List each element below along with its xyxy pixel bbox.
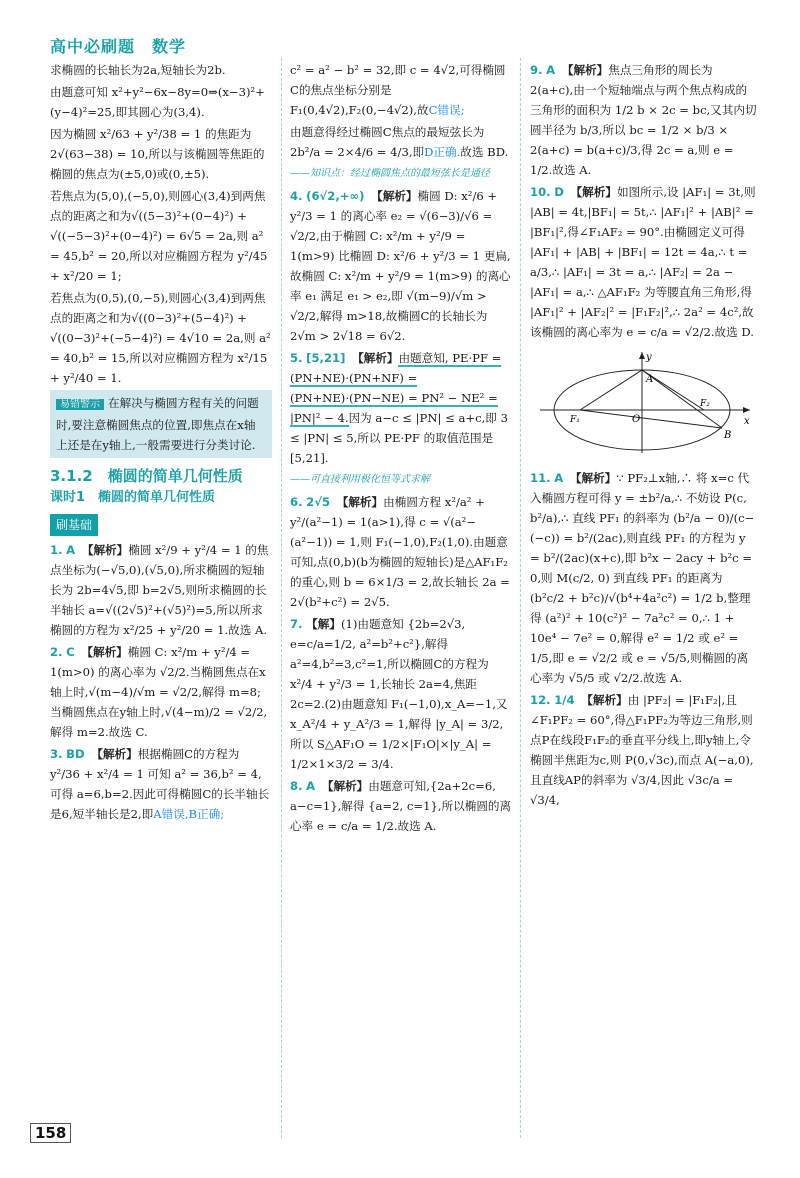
question-number: 5. (290, 351, 303, 365)
analysis-tag: 【解析】 (581, 693, 628, 707)
column-2 (290, 60, 512, 838)
question-number: 3. (50, 747, 63, 761)
solution-text: 因为 a−c ≤ |PN| ≤ a+c,即 3 ≤ |PN| ≤ 5,所以 PE·PF 的取值范围是[5,21]. (290, 411, 508, 465)
question-number: 11. (530, 471, 551, 485)
segment-af1 (580, 370, 642, 410)
solution-text: (1)由题意知 {2b=2√3, e=c/a=1/2, a²=b²+c²},解得 a²=4,b²=3,c²=1,所以椭圆C的方程为 x²/4 + y²/3 = 1,长轴长 2a=4,焦距 2c=2.(2)由题意知 F₁(−1,0),x_A=−1,又 x_A²/4 + y_A²/3 = 1,解得 |y_A| = 3/2,所以 S△AF₁O = 1/2×|F₁O|×|y_A| = 1/2×1×3/2 = 3/4. (290, 617, 508, 771)
tip-box (50, 390, 272, 458)
text: 故选 BD. (460, 145, 509, 159)
option-d-verdict: D正确. (424, 145, 461, 159)
column-divider (520, 58, 521, 1138)
solution-text: 椭圆 x²/9 + y²/4 = 1 的焦点坐标为(−√5,0),(√5,0),所求椭圆的短轴长为 2b=4√5,即 b=2√5,则所求椭圆的长半轴长 a=√((2√5)²+(√5)²)=5,所以所求椭圆的方程为 x²/25 + y²/20 = 1.故选 A. (50, 543, 269, 637)
solution-text: 由题意可知,{2a+2c=6, a−c=1},解得 {a=2, c=1},所以椭圆的离心率 e = c/a = 1/2.故选 A. (290, 779, 512, 833)
text: 由题意得经过椭圆C焦点的最短弦长为 2b²/a = 2×4/6 = 4/3,即 (290, 125, 485, 159)
option-a-verdict: A错误, (153, 807, 189, 821)
question-number: 9. (530, 63, 543, 77)
analysis-tag: 【解析】 (569, 471, 617, 485)
x-axis-arrow (743, 407, 750, 413)
label-f2: F₂ (700, 399, 710, 409)
question-number: 7. (290, 617, 303, 631)
answer: A (546, 63, 556, 77)
text: c² = a² − b² = 32,即 c = 4√2,可得椭圆C的焦点坐标分别是 F₁(0,4√2),F₂(0,−4√2),故 (290, 63, 506, 117)
question-number: 2. (50, 645, 63, 659)
solution-text: 由椭圆方程 x²/a² + y²/(a²−1) = 1(a>1),得 c = √(a²−(a²−1)) = 1,则 F₁(−1,0),F₂(1,0).由题意可知,点(0,b)(b为椭圆的短轴长)是△AF₁F₂的重心,则 b = 6×1/3 = 2,故长轴长 2a = 2√(b²+c²) = 2√5. (290, 495, 510, 609)
answer: [5,21] (306, 351, 346, 365)
answer: A (554, 471, 564, 485)
question-1 (50, 540, 272, 640)
label-a: A (646, 374, 654, 385)
label-f1: F₁ (570, 415, 580, 425)
question-4 (290, 186, 512, 346)
ellipse-figure (530, 348, 758, 464)
question-10 (530, 182, 758, 342)
question-number: 10. (530, 185, 551, 199)
option-c-verdict: C错误; (428, 103, 465, 117)
answer: 2√5 (306, 495, 331, 509)
paragraph (290, 60, 512, 120)
analysis-tag: 【解析】 (81, 645, 128, 659)
solution-text: 如图所示,设 |AF₁| = 3t,则 |AB| = 4t,|BF₁| = 5t,∴ |AF₁|² + |AB|² = |BF₁|²,得∠F₁AF₂ = 90°.由椭圆定义可得 |AF₁| + |AB| + |BF₁| = 12t = 4a,∴ t = a/3,∴ |AF₁| = 3t = a,∴ |AF₂| = 2a − |AF₁| = a,∴ △AF₁F₂ 为等腰直角三角形,得 |AF₁|² + |AF₂|² = |F₁F₂|²,∴ 2a² = 4c²,故该椭圆的离心率为 e = c/a = √2/2.故选 D. (530, 185, 756, 339)
question-6 (290, 492, 512, 612)
answer: 1/4 (554, 693, 575, 707)
solution-text: 根据椭圆C的方程为 y²/36 + x²/4 = 1 可知 a² = 36,b² = 4,可得 a=6,b=2.因此可得椭圆C的长半轴长是6,短半轴长是2,即 (50, 747, 270, 821)
question-number: 12. (530, 693, 551, 707)
column-1 (50, 60, 272, 826)
answer: C (66, 645, 75, 659)
paragraph (290, 122, 512, 162)
underlined-derivation: 由题意知, PE·PF = (PN+NE)·(PN+NF) = (PN+NE)·(PN−NE) = PN² − NE² = |PN|² − 4. (290, 351, 502, 425)
answer: D (554, 185, 564, 199)
analysis-tag: 【解析】 (321, 779, 369, 793)
paragraph: 求椭圆的长轴长为2a,短轴长为2b. (50, 63, 226, 77)
question-12 (530, 690, 758, 810)
question-3 (50, 744, 272, 824)
solution-text: 椭圆 D: x²/6 + y²/3 = 1 的离心率 e₂ = √(6−3)/√6 = √2/2,由于椭圆 C: x²/m + y²/9 = 1(m>9) 比椭圆 D: x²/6 + y²/3 = 1 更扁,故椭圆 C: x²/m + y²/9 = 1(m>9) 的离心率 e₁ 满足 e₁ > e₂,即 √(m−9)/√m > √2/2,解得 m>18,故椭圆C的长轴长为 2√m > 2√18 = 6√2. (290, 189, 511, 343)
y-axis-arrow (639, 352, 645, 359)
method-note: ——可直接利用极化恒等式求解 (290, 474, 430, 485)
solution-text: 由 |PF₂| = |F₁F₂|,且∠F₁PF₂ = 60°,得△F₁PF₂为等边三角形,则点P在线段F₁F₂的垂直平分线上,即y轴上,令椭圆半焦距为c,则 P(0,√3c),而点 A(−a,0),且直线AP的斜率为 √3/4,因此 √3c/a = √3/4, (530, 693, 754, 807)
question-number: 1. (50, 543, 63, 557)
analysis-tag: 【解析】 (561, 63, 609, 77)
answer: A (306, 779, 316, 793)
analysis-tag: 【解析】 (352, 351, 399, 365)
answer: BD (66, 747, 85, 761)
analysis-tag: 【解析】 (91, 747, 138, 761)
tip-badge: 易错警示 (56, 399, 104, 410)
question-7 (290, 614, 512, 774)
question-number: 8. (290, 779, 303, 793)
answer: (6√2,+∞) (306, 189, 365, 203)
section-title: 3.1.2 椭圆的简单几何性质 (50, 467, 243, 485)
paragraph: 若焦点为(5,0),(−5,0),则圆心(3,4)到两焦点的距离之和为√((5−3)²+(0−4)²) + √((−5−3)²+(0−4)²) = 6√5 = 2a,则 a² = 45,b² = 20,所以对应椭圆方程为 y²/45 + x²/20 = 1; (50, 189, 268, 283)
analysis-tag: 【解析】 (336, 495, 384, 509)
paragraph: 因为椭圆 x²/63 + y²/38 = 1 的焦距为 2√(63−38) = 10,所以与该椭圆等焦距的椭圆的焦点为(±5,0)或(0,±5). (50, 127, 265, 181)
book-title: 高中必刷题 数学 (50, 37, 187, 56)
solution-text: 椭圆 C: x²/m + y²/4 = 1(m>0) 的离心率为 √2/2.当椭圆焦点在x轴上时,√(m−4)/√m = √2/2,解得 m=8;当椭圆焦点在y轴上时,√(4−m)/2 = √2/2,解得 m=2.故选 C. (50, 645, 268, 739)
paragraph: 若焦点为(0,5),(0,−5),则圆心(3,4)到两焦点的距离之和为√((0−3)²+(5−4)²) + √((0−3)²+(−5−4)²) = 4√10 = 2a,则 a² = 40,b² = 15,所以对应椭圆方程为 x²/15 + y²/40 = 1. (50, 291, 271, 385)
question-number: 4. (290, 189, 303, 203)
analysis-tag: 【解析】 (81, 543, 129, 557)
label-y: y (646, 352, 652, 363)
analysis-tag: 【解析】 (371, 189, 418, 203)
label-b: B (724, 430, 732, 441)
answer: A (66, 543, 76, 557)
question-2 (50, 642, 272, 742)
question-11 (530, 468, 758, 688)
page-number: 158 (30, 1123, 71, 1143)
question-8 (290, 776, 512, 836)
column-3 (530, 60, 758, 812)
paragraph: 由题意可知 x²+y²−6x−8y=0⇒(x−3)²+(y−4)²=25,即其圆心为(3,4). (50, 85, 265, 119)
label-origin: O (632, 414, 641, 425)
question-number: 6. (290, 495, 303, 509)
column-divider (281, 58, 282, 1138)
basic-badge: 刷基础 (50, 514, 98, 536)
solution-text: 焦点三角形的周长为 2(a+c),由一个短轴端点与两个焦点构成的三角形的面积为 1/2 b × 2c = bc,又其内切圆半径为 b/3,所以 bc = 1/2 × b/3 × 2(a+c) = b(a+c)/3,得 2c = a,则 e = 1/2.故选 A. (530, 63, 757, 177)
analysis-tag: 【解】 (306, 617, 341, 631)
subsection-title: 课时1 椭圆的简单几何性质 (50, 490, 216, 505)
analysis-tag: 【解析】 (570, 185, 617, 199)
question-9 (530, 60, 758, 180)
question-5 (290, 348, 512, 468)
label-x: x (744, 416, 750, 427)
knowledge-note: ——知识点：经过椭圆焦点的最短弦长是通径 (290, 168, 490, 179)
solution-text: ∵ PF₂⊥x轴,∴ 将 x=c 代入椭圆方程可得 y = ±b²/a,∴ 不妨设 P(c, b²/a),∴ 直线 PF₁ 的斜率为 (b²/a − 0)/(c−(−c)) = b²/(2ac),则直线 PF₁ 的方程为 y = b²/(2ac)(x+c),即 b²x − 2acy + b²c = 0,则 M(c/2, 0) 到直线 PF₁ 的距离为 (b²c/2 + b²c)/√(b⁴+4a²c²) = 1/2 b,整理得 (a²)² + 10(c²)² − 7a²c² = 0,∴ 1 + 10e⁴ − 7e² = 0,解得 e² = 1/2 或 e² = 1/5,即 e = √2/2 或 e = √5/5,则椭圆的离心率为 √5/5 或 √2/2.故选 A. (530, 471, 755, 685)
page-header (0, 0, 800, 58)
ellipse-diagram (530, 348, 758, 458)
option-b-verdict: B正确; (188, 807, 225, 821)
tip-text: 在解决与椭圆方程有关的问题时,要注意椭圆焦点的位置,即焦点在x轴上还是在y轴上,一般需要进行分类讨论. (56, 396, 259, 452)
